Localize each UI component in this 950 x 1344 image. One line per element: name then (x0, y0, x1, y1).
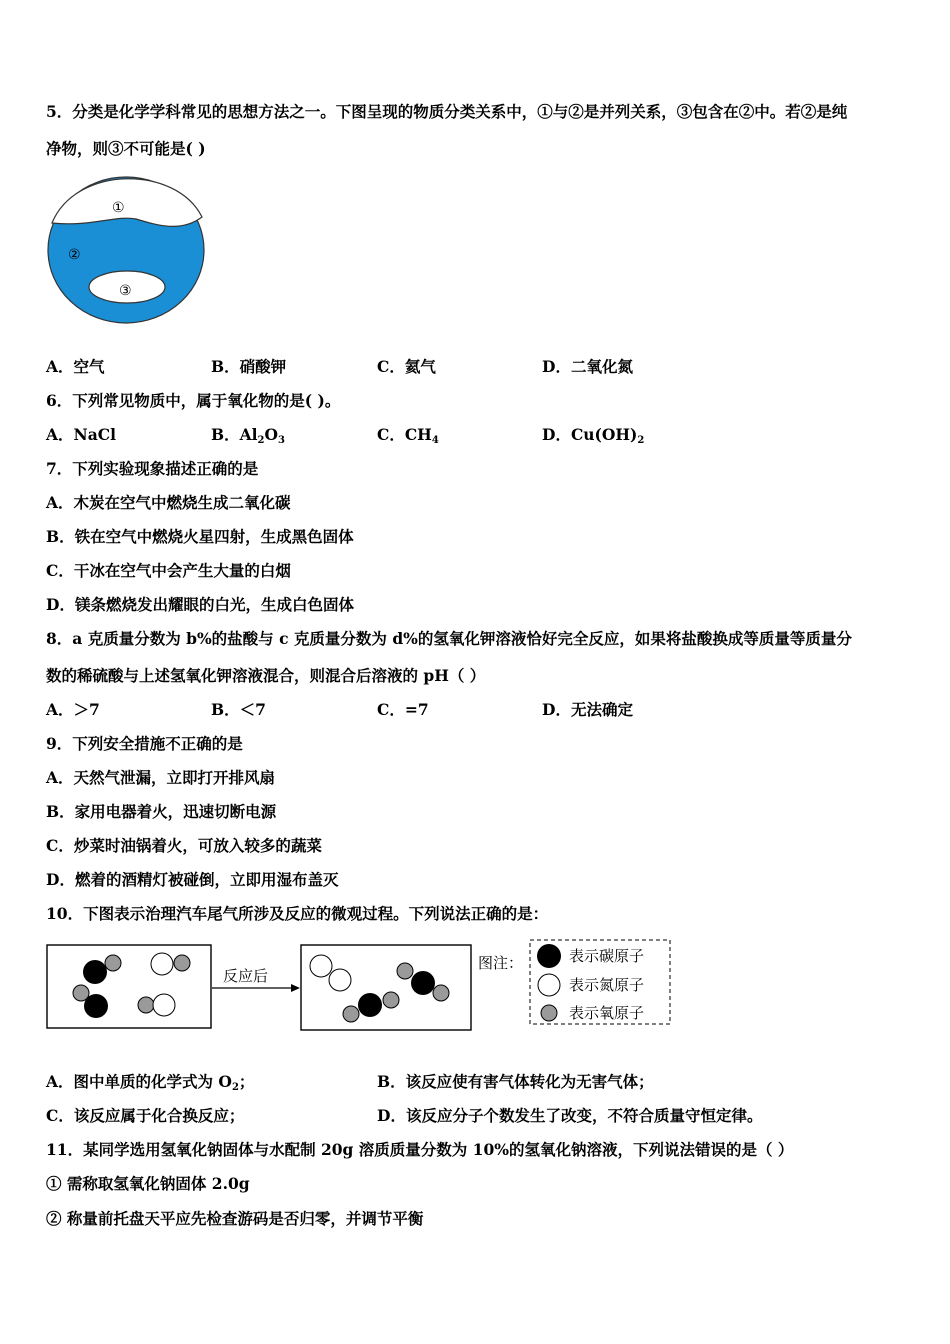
q7-option-c: C．干冰在空气中会产生大量的白烟 (46, 561, 291, 580)
q5-option-c: C．氦气 (377, 357, 436, 376)
q9-option-b: B．家用电器着火，迅速切断电源 (46, 802, 277, 821)
region-1-label: ① (112, 200, 125, 216)
nitrogen-atom (310, 955, 332, 977)
carbon-atom (411, 971, 435, 995)
q10-option-c: C．该反应属于化合换反应； (46, 1106, 245, 1125)
nitrogen-atom (153, 994, 175, 1016)
oxygen-atom (433, 985, 449, 1001)
q6-stem: 6．下列常见物质中，属于氧化物的是( )。 (46, 391, 341, 410)
q5-option-a: A．空气 (46, 357, 105, 376)
legend-nitrogen-label: 表示氮原子 (569, 976, 645, 994)
q7-option-a: A．木炭在空气中燃烧生成二氧化碳 (46, 493, 291, 512)
legend-title: 图注： (478, 954, 524, 972)
q8-stem-line1: 8．a 克质量分数为 b%的盐酸与 c 克质量分数为 d%的氢氧化钾溶液恰好完全反应，如果将盐酸换成等质量等质量分 (46, 629, 852, 648)
q8-option-a: A．＞7 (46, 700, 100, 719)
q6-option-b: B．$Al_2O_3$ (211, 425, 285, 446)
arrow-label: 反应后 (223, 967, 269, 985)
q9-option-d: D．燃着的酒精灯被碰倒，立即用湿布盖灭 (46, 870, 339, 889)
q6-option-d: D．$Cu(OH)_2$ (542, 425, 645, 446)
q9-option-c: C．炒菜时油锅着火，可放入较多的蔬菜 (46, 836, 322, 855)
q11-item-1: ① 需称取氢氧化钠固体 2.0g (46, 1174, 250, 1193)
carbon-atom (83, 960, 107, 984)
q9-stem: 9．下列安全措施不正确的是 (46, 734, 243, 753)
oxygen-atom (383, 992, 399, 1008)
legend-carbon-atom (537, 944, 561, 968)
carbon-atom (358, 993, 382, 1017)
carbon-atom (84, 994, 108, 1018)
legend-oxygen-label: 表示氧原子 (569, 1004, 645, 1022)
q8-option-c: C．=7 (377, 700, 429, 719)
q6-option-a: A．NaCl (46, 425, 116, 444)
q8-stem-line2: 数的稀硫酸与上述氢氧化钾溶液混合，则混合后溶液的 pH（ ） (46, 666, 486, 685)
q5-option-b: B．硝酸钾 (211, 357, 287, 376)
legend-oxygen-atom (541, 1005, 557, 1021)
q10-option-a: A．图中单质的化学式为 $O_2$； (46, 1072, 255, 1093)
q8-option-d: D．无法确定 (542, 700, 633, 719)
q7-stem: 7．下列实验现象描述正确的是 (46, 459, 259, 478)
q10-option-d: D．该反应分子个数发生了改变，不符合质量守恒定律。 (377, 1106, 763, 1125)
q9-option-a: A．天然气泄漏，立即打开排风扇 (46, 768, 276, 787)
region-3-label: ③ (119, 283, 132, 299)
q10-stem: 10．下图表示治理汽车尾气所涉及反应的微观过程。下列说法正确的是： (46, 904, 549, 923)
q5-stem-line2: 净物，则③不可能是( ) (46, 139, 206, 158)
nitrogen-atom (151, 953, 173, 975)
oxygen-atom (174, 955, 190, 971)
q11-stem: 11．某同学选用氢氧化钠固体与水配制 20g 溶质质量分数为 10%的氢氧化钠溶液，下列说法错误的是（ ） (46, 1140, 794, 1159)
oxygen-atom (397, 963, 413, 979)
q11-item-2: ② 称量前托盘天平应先检查游码是否归零，并调节平衡 (46, 1209, 424, 1228)
legend-nitrogen-atom (538, 974, 560, 996)
oxygen-atom (138, 997, 154, 1013)
oxygen-atom (343, 1006, 359, 1022)
q5-option-d: D．二氧化氮 (542, 357, 633, 376)
region-2-label: ② (68, 247, 81, 263)
nitrogen-atom (329, 969, 351, 991)
q6-option-c: C．$CH_4$ (377, 425, 439, 446)
legend-carbon-label: 表示碳原子 (569, 947, 645, 965)
q5-stem-line1: 5．分类是化学学科常见的思想方法之一。下图呈现的物质分类关系中，①与②是并列关系，③包含在②中。若②是纯 (46, 102, 848, 121)
oxygen-atom (105, 955, 121, 971)
q8-option-b: B．＜7 (211, 700, 266, 719)
q7-option-d: D．镁条燃烧发出耀眼的白光，生成白色固体 (46, 595, 354, 614)
arrow-head (291, 984, 300, 992)
q10-option-b: B．该反应使有害气体转化为无害气体； (377, 1072, 654, 1091)
q7-option-b: B．铁在空气中燃烧火星四射，生成黑色固体 (46, 527, 354, 546)
